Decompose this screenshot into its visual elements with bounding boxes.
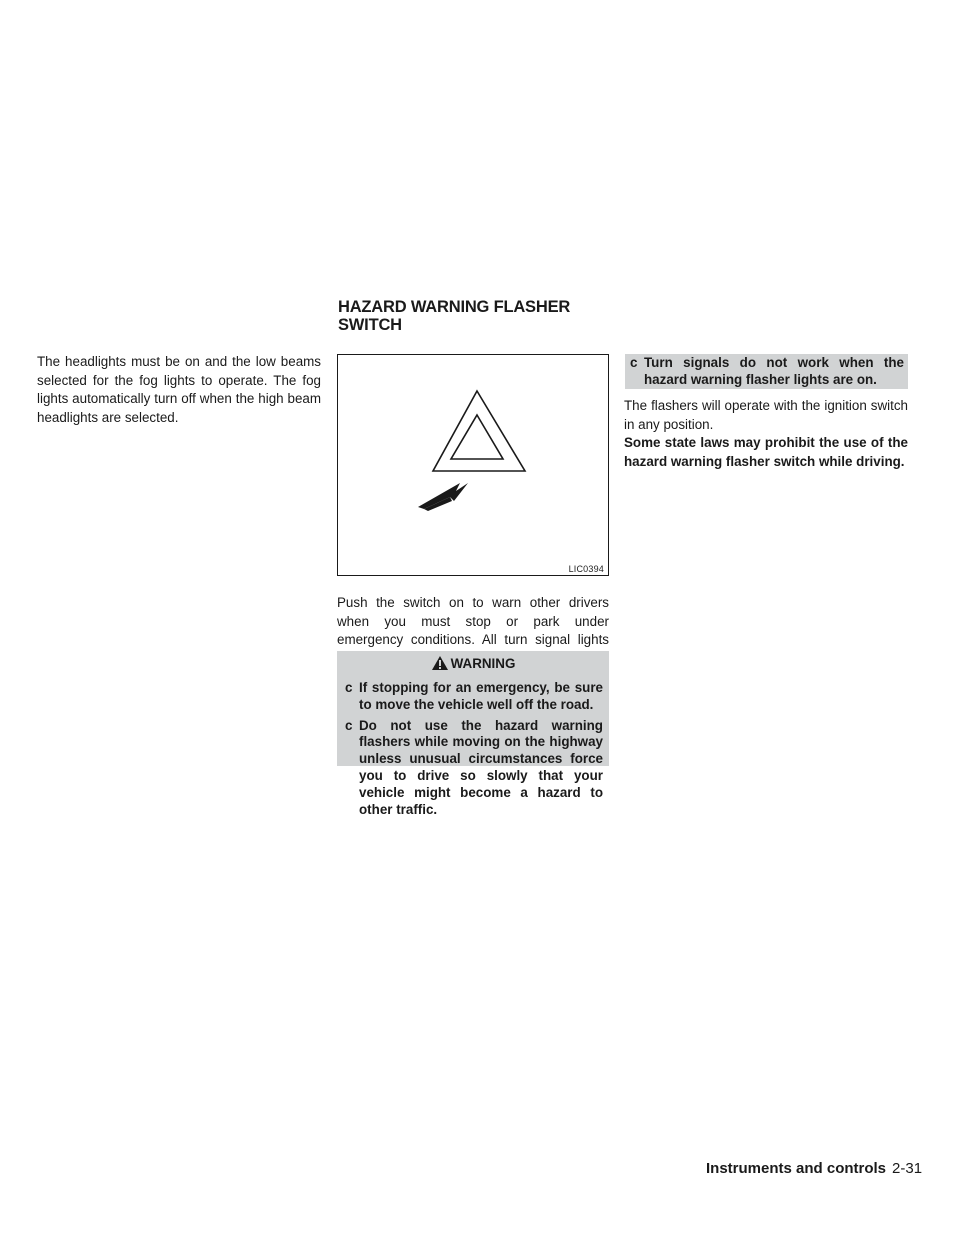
turn-signal-note	[625, 354, 908, 389]
warning-box	[337, 651, 609, 817]
push-arrow-icon	[418, 483, 468, 511]
warning-title	[337, 654, 609, 677]
warning-list	[345, 680, 603, 818]
section-heading	[338, 298, 638, 334]
chapter-title: Instruments and controls	[706, 1160, 887, 1177]
bullet-icon: c	[345, 680, 353, 695]
section-heading-line2: SWITCH	[338, 316, 402, 334]
list-item: c Turn signals do not work when the hazard warning flasher lights are on.	[630, 355, 904, 387]
page-footer	[706, 1160, 923, 1180]
hazard-switch-figure	[337, 354, 609, 576]
ignition-paragraph: The flashers will operate with the ignition switch in any position.	[624, 398, 908, 432]
bullet-icon: c	[345, 717, 353, 733]
list-item: c If stopping for an emergency, be sure to move the vehicle well off the road.	[345, 680, 603, 712]
push-switch-paragraph: Push the switch on to warn other drivers when you must stop or park under emergency conditions. All turn signal lights	[337, 595, 609, 648]
bullet-icon: c	[630, 355, 638, 370]
warning-icon	[431, 655, 449, 677]
page-number: 2-31	[892, 1160, 923, 1177]
warning-title-text: WARNING	[450, 656, 516, 671]
hazard-triangle-icon	[338, 355, 608, 575]
state-laws-paragraph: Some state laws may prohibit the use of the hazard warning flasher switch while driving.	[624, 435, 908, 469]
figure-code: LIC0394	[568, 564, 604, 574]
fog-light-paragraph: The headlights must be on and the low beams selected for the fog lights to operate. The fog lights automatically turn off when the high beam headlights are selected.	[37, 354, 321, 425]
list-item: c Do not use the hazard warning flashers while moving on the highway unless unusual circumstances force you to drive so slowly that your vehicle might become a hazard to other traffic.	[345, 717, 603, 817]
section-heading-line1: HAZARD WARNING FLASHER	[338, 298, 571, 316]
